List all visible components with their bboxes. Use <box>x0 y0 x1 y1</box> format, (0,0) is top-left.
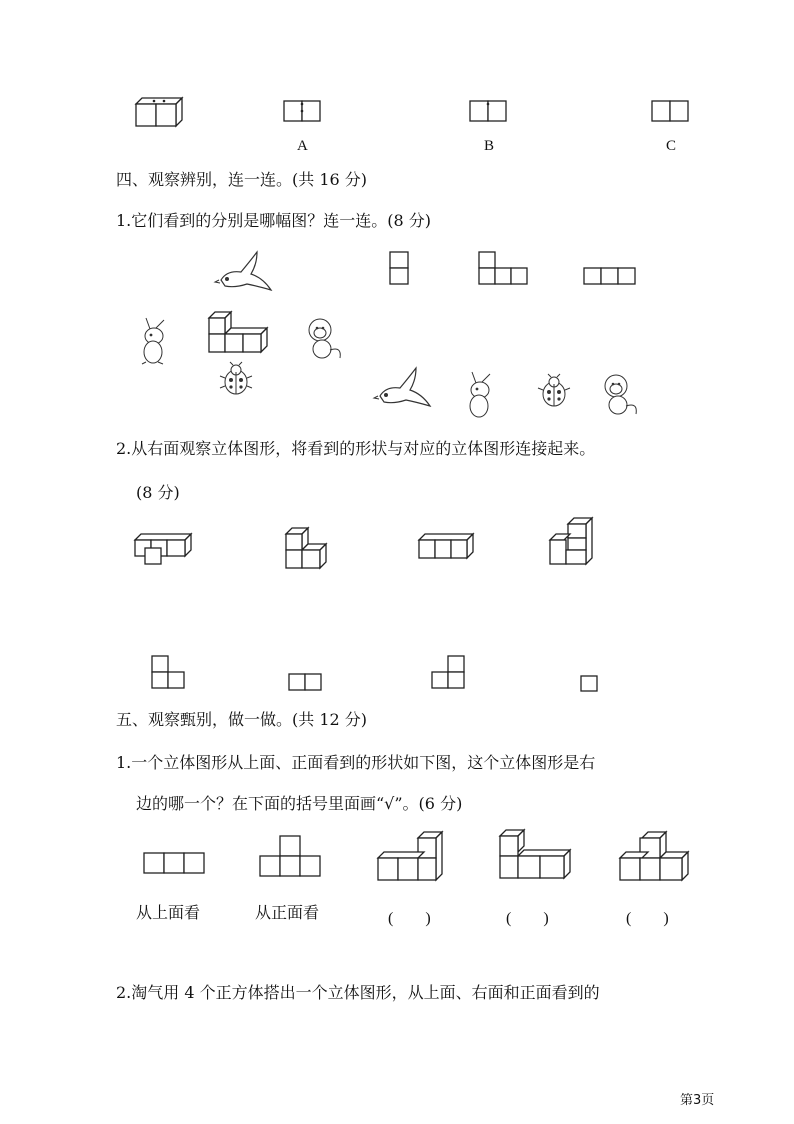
view-shape-three-row <box>584 268 638 288</box>
choice-solid-3 <box>618 832 692 886</box>
option-b-label: B <box>484 138 495 154</box>
option-a-label: A <box>297 138 308 154</box>
bird-icon-2 <box>372 366 434 412</box>
rabbit-icon <box>136 318 172 366</box>
front-view-shape <box>260 836 326 880</box>
solid-step-shape <box>284 528 332 572</box>
section4-question1: 1.它们看到的分别是哪幅图？连一连。(8 分) <box>116 211 432 230</box>
choice-solid-1 <box>376 832 448 884</box>
option-b-figure <box>470 101 510 125</box>
solid-l-shape-figure <box>207 312 269 356</box>
option-c-figure <box>652 101 692 125</box>
view-answer-two-row <box>289 674 325 694</box>
solid-three-row <box>417 534 475 562</box>
view-answer-l-shape <box>152 656 188 692</box>
section5-question1-line1: 1.一个立体图形从上面、正面看到的形状如下图，这个立体图形是右 <box>116 753 596 772</box>
top-view-shape <box>144 853 208 877</box>
section4-heading: 四、观察辨别，连一连。(共 16 分) <box>116 170 368 189</box>
section4-question2-line1: 2.从右面观察立体图形，将看到的形状与对应的立体图形连接起来。 <box>116 439 596 458</box>
option-c-label: C <box>666 138 677 154</box>
ladybug-icon <box>220 362 252 398</box>
solid-two-cubes-figure <box>136 98 186 130</box>
label-top-view: 从上面看 <box>136 903 201 922</box>
section5-heading: 五、观察甄别，做一做。(共 12 分) <box>116 710 368 729</box>
section5-question2-line1: 2.淘气用 4 个正方体搭出一个立体图形，从上面、右面和正面看到的 <box>116 983 600 1002</box>
answer-blank-1[interactable]: ( ) <box>388 910 431 927</box>
page-number: 第3页 <box>680 1093 715 1108</box>
rabbit-icon-2 <box>462 372 498 420</box>
choice-solid-2 <box>498 830 574 884</box>
solid-row-with-front-cube <box>133 534 195 568</box>
monkey-icon-2 <box>598 372 640 418</box>
answer-blank-3[interactable]: ( ) <box>626 910 669 927</box>
solid-stair-shape <box>548 518 598 566</box>
label-front-view: 从正面看 <box>255 903 320 922</box>
view-shape-vertical-two <box>390 252 410 286</box>
monkey-icon <box>302 316 344 360</box>
view-answer-single <box>581 676 601 696</box>
section5-question1-line2: 边的哪一个？在下面的括号里面画“√”。(6 分) <box>136 794 463 813</box>
section4-question2-line2: (8 分) <box>136 483 180 502</box>
bird-icon <box>213 250 273 296</box>
view-answer-reverse-l <box>432 656 468 692</box>
option-a-figure <box>284 101 324 125</box>
answer-blank-2[interactable]: ( ) <box>506 910 549 927</box>
ladybug-icon-2 <box>538 374 570 410</box>
view-shape-l <box>479 252 531 286</box>
